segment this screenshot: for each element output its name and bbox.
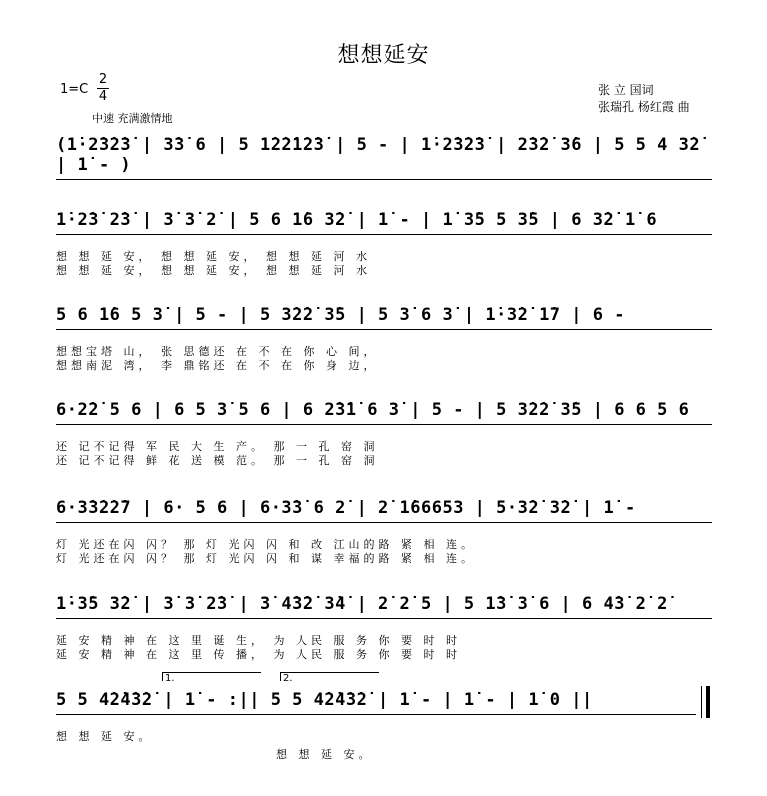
lyrics-verse-2: 想想南泥 湾， 李 鼎铭还 在 不 在 你 身 边， [56,359,379,372]
notation-line: 6·3̇3̇2̇2̇7 | 6· 5 6 | 6·3̇3̇ 6 2̇ | 2̇ 1̇66653 | 5·3̇2̇ 3̇2̇ | 1̇ - [56,498,712,523]
meter-bottom: 4 [98,89,108,104]
lyrics-verse-1: 还 记不记得 军 民 大 生 产。 那 一 孔 窑 洞 [56,440,379,453]
tempo-marking: 中速 充满激情地 [92,112,173,125]
lyricist-credit: 张 立 国词 [598,83,654,97]
credits [598,82,690,116]
composer-credit: 张瑞孔 杨红霞 曲 [598,100,690,114]
lyrics-verse-2: 想 想 延 安。 [276,748,374,761]
key-signature: 1=C [60,82,89,97]
lyrics-verse-1: 想想宝塔 山， 张 思德还 在 不 在 你 心 间， [56,345,379,358]
lyrics-verse-1: 想 想 延 安， 想 想 延 安， 想 想 延 河 水 [56,250,371,263]
lyrics-verse-2: 灯 光还在闪 闪？ 那 灯 光闪 闪 和 谋 幸福的路 紧 相 连。 [56,552,476,565]
lyrics-verse-1: 延 安 精 神 在 这 里 诞 生， 为 人民 服 务 你 要 时 时 [56,634,461,647]
notation-line: (1̇·2̇3̇2̇3̇ | 3̇3̇ 6 | 5 1̇2̇2̇1̇2̇3̇ | 5 - | 1̇·2̇3̇2̇3̇ | 2̇3̇2̇ 3̇6 | 5 5 4 3̇2̇ | 1̇ - ) [56,135,712,180]
lyrics-verse-2: 延 安 精 神 在 这 里 传 播， 为 人民 服 务 你 要 时 时 [56,648,461,661]
volta-first-ending: 1. [162,672,261,681]
final-barline-thick [706,686,710,718]
lyrics-verse-1: 想 想 延 安。 [56,730,154,743]
lyrics-verse-2: 想 想 延 安， 想 想 延 安， 想 想 延 河 水 [56,264,371,277]
notation-line: 5 5 4̇2̇4̇3̇2̇ | 1̇ - :|| 5 5 4̇2̇4̇3̇2̇ | 1̇ - | 1̇ - | 1̇ 0 || [56,690,696,715]
notation-line: 1̇·3̇5 3̇2̇ | 3̇ 3̇ 2̇3̇ | 3̇ 4̇3̇2̇ 3̇4̇ | 2̇ 2̇ 5 | 5 1̇3̇ 3̇ 6 | 6 4̇3̇ 2̇ 2̇ [56,594,712,619]
volta-second-ending: 2. [280,672,379,681]
meter-top: 2 [98,72,108,87]
notation-line: 5 6 1̇6 5 3̇ | 5 - | 5 3̇2̇2̇ 3̇5 | 5 3̇ 6 3̇ | 1̇·3̇2̇ 1̇7 | 6 - [56,305,712,330]
final-barline-thin [701,686,702,718]
page-title: 想想延安 [337,43,430,68]
time-signature [96,72,110,105]
lyrics-verse-2: 还 记不记得 鲜 花 送 模 范。 那 一 孔 窑 洞 [56,454,379,467]
notation-line: 1̇·2̇3̇ 2̇3̇ | 3̇ 3̇ 2̇ | 5 6 1̇6 3̇2̇ | 1̇ - | 1̇ 3̇5 5 3̇5 | 6 3̇2̇ 1̇ 6 [56,210,712,235]
lyrics-verse-1: 灯 光还在闪 闪？ 那 灯 光闪 闪 和 改 江山的路 紧 相 连。 [56,538,476,551]
notation-line: 6·2̇2̇ 5 6 | 6 5 3̇ 5 6 | 6 2̇3̇1̇ 6 3̇ | 5 - | 5 3̇2̇2̇ 3̇5 | 6 6 5 6 [56,400,712,425]
